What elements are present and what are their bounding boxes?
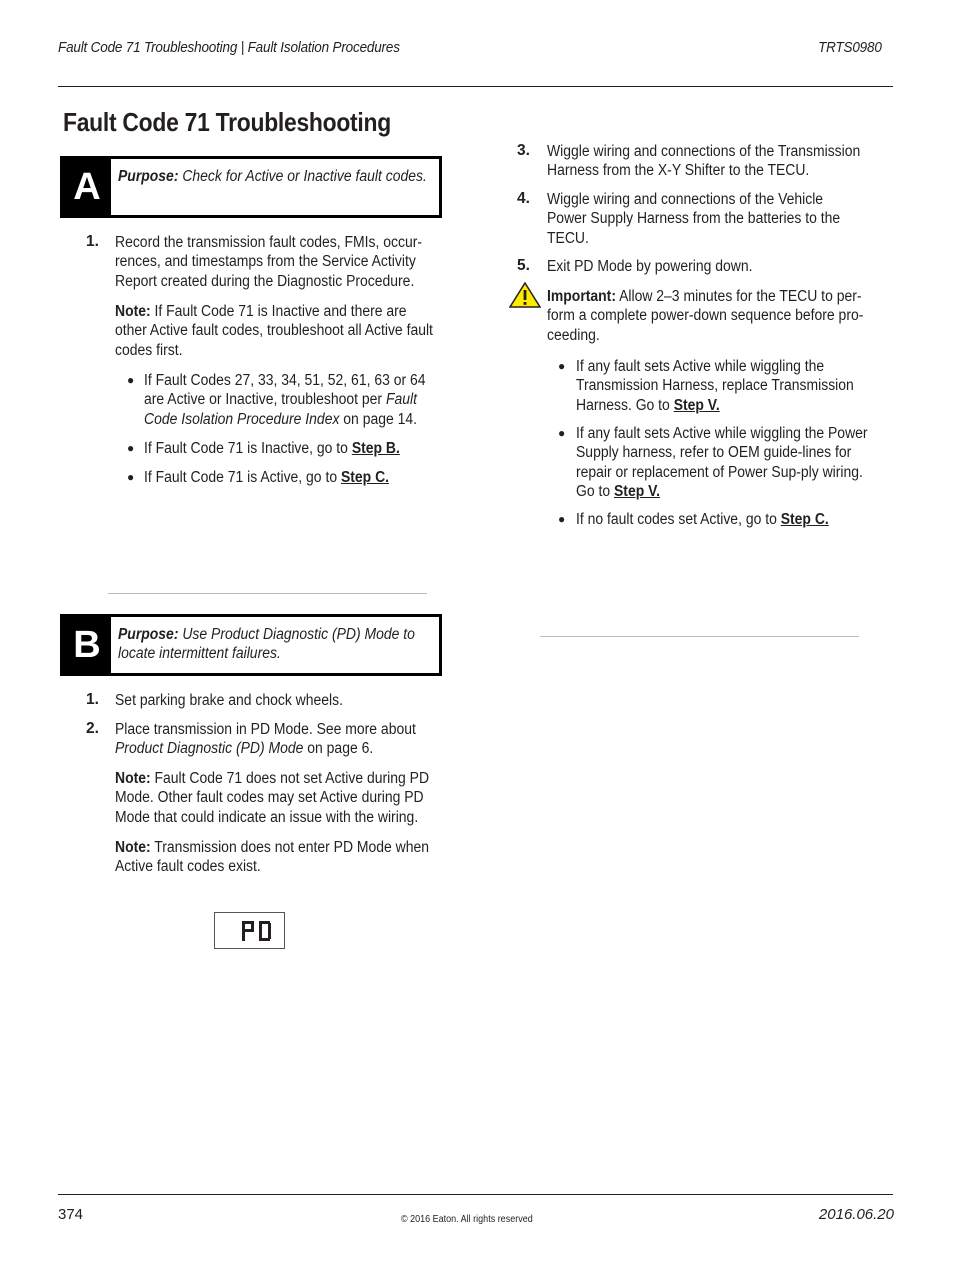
step-number: 5. — [517, 257, 530, 274]
revision-date: 2016.06.20 — [818, 1206, 894, 1223]
bullet-dot: ● — [558, 359, 566, 373]
note-label: Note: — [115, 303, 151, 320]
note-label: Note: — [115, 839, 151, 856]
purpose-text: Use Product Diagnostic (PD) Mode to locate intermittent failures. — [118, 626, 415, 662]
step-a-item-1: Record the transmission fault codes, FMIs, occur-rences, and timestamps from the Service Activity Report created during the Diagnostic Procedure. — [115, 234, 423, 290]
step-b-letter: B — [63, 617, 111, 673]
reference-title: Fault Code Isolation Procedure Index — [144, 391, 417, 428]
step-b-box — [60, 614, 442, 676]
step-b-note-1 — [115, 769, 439, 827]
header-rule — [58, 86, 893, 87]
right-bullet-2 — [576, 424, 873, 501]
step-number: 4. — [517, 190, 530, 207]
item-text: Place transmission in PD Mode. See more about — [115, 721, 416, 738]
step-b-purpose — [118, 625, 433, 663]
step-c-link[interactable]: Step C. — [340, 469, 390, 486]
step-c-link[interactable]: Step C. — [780, 511, 829, 528]
purpose-label: Purpose: — [118, 626, 179, 643]
bullet-text: If any fault sets Active while wiggling the Transmission Harness, replace Transmission Harness. Go to — [576, 358, 854, 414]
important-label: Important: — [547, 288, 616, 305]
step-number: 1. — [86, 691, 99, 708]
step-b-note-2 — [115, 838, 439, 877]
step-a-bullet-1 — [144, 371, 434, 429]
step-b-item-2 — [115, 720, 435, 759]
running-header-title: Fault Code 71 Troubleshooting | Fault Isolation Procedures — [58, 39, 400, 56]
document-number: TRTS0980 — [818, 39, 882, 56]
step-a-box — [60, 156, 442, 218]
page-title: Fault Code 71 Troubleshooting — [63, 107, 391, 137]
important-note — [547, 287, 876, 345]
note-text: If Fault Code 71 is Inactive and there are other Active fault codes, troubleshoot all Active fault codes first. — [115, 303, 433, 359]
purpose-text: Check for Active or Inactive fault codes. — [178, 168, 427, 185]
step-a-item-4: Wiggle wiring and connections of the Vehicle Power Supply Harness from the batteries to the TECU. — [547, 191, 841, 247]
bullet-dot: ● — [558, 512, 566, 526]
bullet-text: If Fault Codes 27, 33, 34, 51, 52, 61, 63 or 64 are Active or Inactive, troubleshoot per — [144, 372, 426, 409]
step-a-bullet-2 — [144, 439, 434, 458]
step-a-note — [115, 302, 435, 360]
note-label: Note: — [115, 770, 151, 787]
step-number: 3. — [517, 142, 530, 159]
right-bullet-3 — [576, 510, 873, 529]
bullet-text: on page 14. — [339, 410, 418, 428]
bullet-dot: ● — [127, 470, 135, 484]
important-text: Allow 2–3 minutes for the TECU to per-form a complete power-down sequence before pro-ceeding. — [547, 288, 864, 344]
step-b-item-1: Set parking brake and chock wheels. — [115, 692, 343, 709]
step-number: 1. — [86, 233, 99, 250]
warning-icon — [509, 282, 541, 308]
right-bullet-1 — [576, 357, 873, 415]
step-a-purpose — [118, 167, 433, 186]
bullet-text: If Fault Code 71 is Active, go to — [144, 469, 341, 486]
section-divider — [108, 593, 427, 594]
step-v-link[interactable]: Step V. — [613, 482, 661, 500]
section-divider — [540, 636, 859, 637]
bullet-dot: ● — [558, 426, 566, 440]
step-b-link[interactable]: Step B. — [351, 440, 400, 457]
page-number: 374 — [58, 1206, 84, 1223]
item-text: on page 6. — [303, 740, 374, 758]
step-a-item-5: Exit PD Mode by powering down. — [547, 258, 753, 275]
purpose-label: Purpose: — [118, 168, 179, 185]
step-number: 2. — [86, 720, 99, 737]
bullet-text: If any fault sets Active while wiggling the Power Supply harness, refer to OEM guide-lines for repair or replacement of Power Sup-ply wiring. Go to — [576, 425, 868, 500]
note-text: Fault Code 71 does not set Active during PD Mode. Other fault codes may set Active during PD Mode that could indicate an issue with the wiring. — [115, 770, 430, 826]
bullet-dot: ● — [127, 441, 135, 455]
bullet-text: If Fault Code 71 is Inactive, go to — [144, 440, 352, 457]
bullet-text: If no fault codes set Active, go to — [576, 511, 781, 528]
reference-title: Product Diagnostic (PD) Mode — [115, 740, 304, 758]
step-a-item-3: Wiggle wiring and connections of the Transmission Harness from the X-Y Shifter to the TECU. — [547, 143, 861, 180]
note-text: Transmission does not enter PD Mode when Active fault codes exist. — [115, 839, 430, 876]
step-v-link[interactable]: Step V. — [673, 396, 720, 414]
pd-segment-display — [215, 913, 284, 948]
bullet-dot: ● — [127, 373, 135, 387]
footer-rule — [58, 1194, 893, 1195]
gear-display — [214, 912, 285, 949]
step-a-bullet-3 — [144, 468, 434, 487]
copyright: © 2016 Eaton. All rights reserved — [401, 1214, 533, 1225]
step-a-letter: A — [63, 159, 111, 215]
